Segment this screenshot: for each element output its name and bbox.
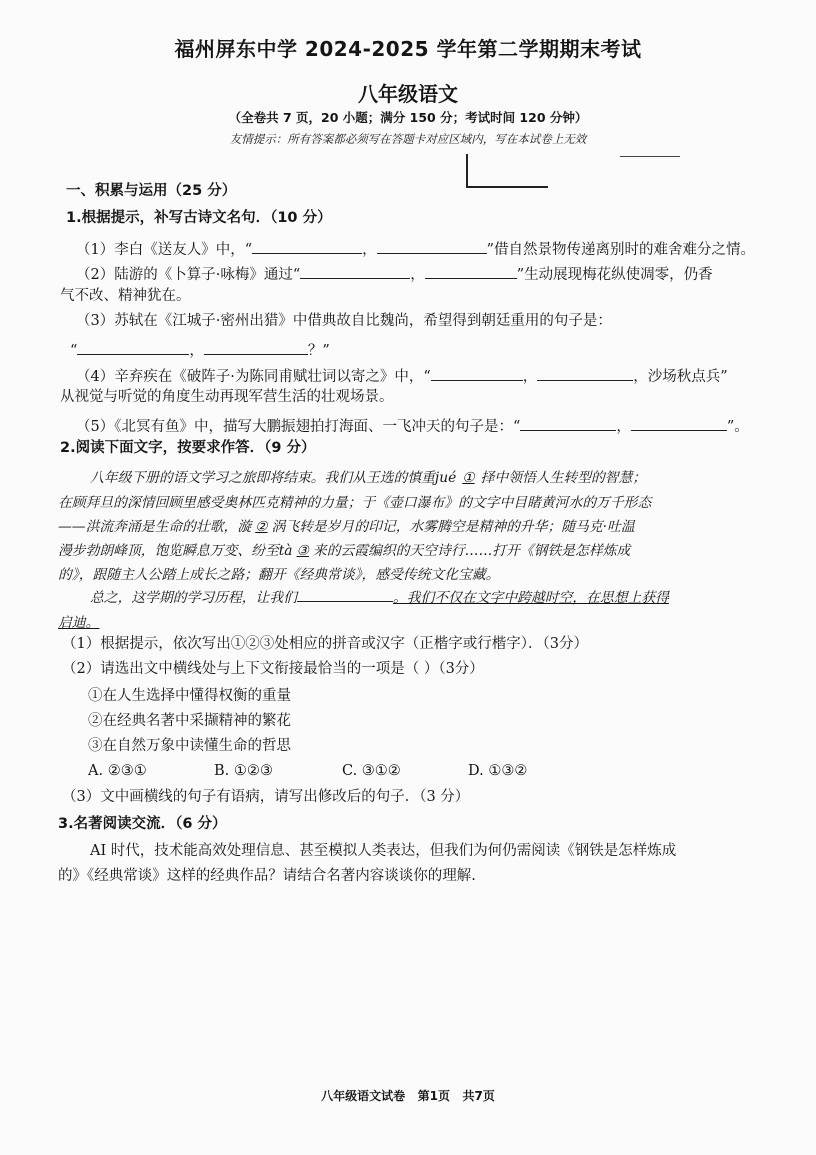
answer-blank [297, 587, 393, 602]
q2-sub2: （2）请选出文中横线处与上下文衔接最恰当的一项是（ ）（3分） [62, 661, 484, 677]
q2-option-1: ①在人生选择中懂得权衡的重量 [88, 688, 291, 704]
q2-option-3: ③在自然万象中读懂生命的哲思 [88, 738, 291, 754]
q2-sub1: （1）根据提示，依次写出①②③处相应的拼音或汉字（正楷字或行楷字）．（3分） [62, 636, 588, 652]
answer-blank [425, 264, 517, 279]
q1-item2-cont: 气不改、精神犹在。 [60, 288, 191, 304]
exam-notice: 友情提示：所有答案都必须写在答题卡对应区域内，写在本试卷上无效 [229, 132, 587, 146]
answer-blank [520, 416, 616, 431]
seat-number-box [466, 154, 548, 188]
q1-item1: （1）李白《送友人》中，“ ， ”借自然景物传递离别时的难舍难分之情。 [76, 239, 755, 258]
answer-blank [431, 366, 523, 381]
q1-item4: （4）辛弃疾在《破阵子·为陈同甫赋壮词以寄之》中，“ ， ，沙场秋点兵” [76, 366, 728, 385]
q2-option-2: ②在经典名著中采撷精神的繁花 [88, 713, 291, 729]
blank-mark-1: ① [462, 470, 475, 486]
passage-line-3: ——洪流奔涌是生命的壮歌，漩 ② 涡飞转是岁月的印记，水雾腾空是精神的升华；随马克·吐温 [58, 519, 635, 535]
answer-blank [377, 239, 487, 254]
passage-line-5: 的》，跟随主人公踏上成长之路；翻开《经典常谈》，感受传统文化宝藏。 [58, 567, 500, 583]
q1-item3-answer: “ ， ？” [70, 340, 330, 359]
exam-info: （全卷共 7 页，20 小题；满分 150 分；考试时间 120 分钟） [228, 110, 588, 125]
passage-line-4: 漫步勃朗峰顶，饱览瞬息万变、纷至tà ③ 来的云霞编织的天空诗行……打开《钢铁是怎样炼成 [58, 543, 631, 559]
answer-blank [204, 340, 308, 355]
q2-sub3: （3）文中画横线的句子有语病，请写出修改后的句子．（3 分） [62, 789, 470, 805]
q1-title: 1.根据提示，补写古诗文名句．（10 分） [66, 210, 332, 226]
q2-choice-a: A. ②③① [88, 763, 147, 779]
q1-item3: （3）苏轼在《江城子·密州出猎》中借典故自比魏尚，希望得到朝廷重用的句子是： [76, 313, 612, 329]
page-footer: 八年级语文试卷 第1页 共7页 [321, 1089, 495, 1103]
exam-subject: 八年级语文 [358, 82, 458, 106]
passage-line-6: 总之，这学期的学习历程，让我们 。我们不仅在文字中跨越时空，在思想上获得 [90, 586, 669, 606]
faulty-sentence: 。我们不仅在文字中跨越时空，在思想上获得 [392, 590, 669, 606]
q1-item5: （5）《北冥有鱼》中，描写大鹏振翅拍打海面、一飞冲天的句子是：“ ， ”。 [76, 416, 749, 435]
seat-number-line [620, 156, 680, 157]
passage-line-7: 启迪。 [58, 615, 100, 631]
q2-title: 2.阅读下面文字，按要求作答．（9 分） [60, 440, 316, 456]
answer-blank [300, 264, 410, 279]
passage-line-1: 八年级下册的语文学习之旅即将结束。我们从王选的慎重jué ① 择中领悟人生转型的智慧； [90, 470, 647, 486]
answer-blank [77, 340, 189, 355]
q2-choice-d: D. ①③② [468, 763, 528, 779]
blank-mark-3: ③ [296, 543, 309, 559]
answer-blank [537, 366, 633, 381]
q3-line-1: AI 时代，技术能高效处理信息、甚至模拟人类表达，但我们为何仍需阅读《钢铁是怎样炼成 [90, 843, 677, 859]
answer-blank [252, 239, 362, 254]
q2-choice-b: B. ①②③ [214, 763, 273, 779]
q1-item2: （2）陆游的《卜算子·咏梅》通过“ ， ”生动展现梅花纵使凋零，仍香 [76, 264, 713, 283]
section-heading: 一、积累与运用（25 分） [66, 183, 237, 199]
answer-blank [631, 416, 727, 431]
q2-choice-c: C. ③①② [342, 763, 401, 779]
exam-title: 福州屏东中学 2024-2025 学年第二学期期末考试 [174, 37, 642, 61]
q1-item4-cont: 从视觉与听觉的角度生动再现军营生活的壮观场景。 [60, 389, 394, 405]
q3-line-2: 的》《经典常谈》这样的经典作品？请结合名著内容谈谈你的理解. [58, 868, 476, 884]
blank-mark-2: ② [255, 519, 268, 535]
q3-title: 3.名著阅读交流．（6 分） [58, 816, 227, 832]
passage-line-2: 在顾拜旦的深情回顾里感受奥林匹克精神的力量；于《壶口瀑布》的文字中目睹黄河水的万千形态 [58, 495, 652, 511]
